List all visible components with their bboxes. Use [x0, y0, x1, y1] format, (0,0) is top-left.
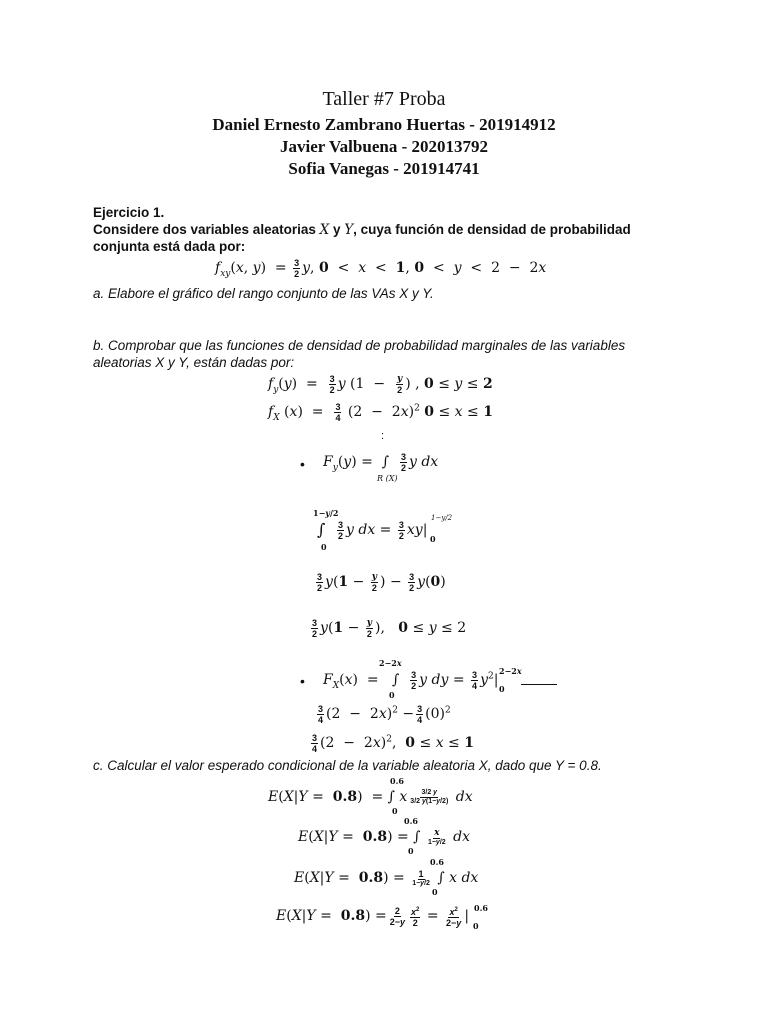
intro-text-a: Considere dos variables aleatorias — [93, 222, 320, 237]
part-a-text: a. Elabore el gráfico del rango conjunto de las VAs X y Y. — [93, 286, 434, 301]
fy-step-1: $F_y(y)$ = ∫ $\frac{3}{2}$ y dx R (X) — [323, 452, 439, 483]
cond-step-2: 0.6 E(X|Y = 0.8) = ∫ $\frac{x}{1-y/2}$ dx 0 — [298, 816, 470, 856]
exercise-intro-line2: conjunta está dada por: — [93, 239, 246, 254]
fx-step-2: $\frac{3}{4}$ $(2 - 2x)^2$ − $\frac{3}{4}$ $(0)^2$ — [318, 704, 451, 725]
exercise-heading: Ejercicio 1. — [93, 205, 165, 220]
part-c-text: c. Calcular el valor esperado condicional de la variable aleatoria X, dado que Y = 0.8. — [93, 758, 602, 773]
cond-step-1: 0.6 E(X|Y = 0.8) = ∫ x $\frac{3/2 y}{3/2 y(1-y/2)}$ dx 0 — [268, 776, 473, 816]
part-b-line1: b. Comprobar que las funciones de densidad de probabilidad marginales de las variables — [93, 338, 626, 353]
marginal-y-equation: $f_y(y)$ = $\frac{3}{2}$ y (1 − $\frac{y}{2}$ ) , 0 ≤ y ≤ 2 — [268, 374, 493, 395]
var-x: X — [319, 222, 330, 238]
var-y: Y — [344, 222, 354, 238]
exercise-intro-line1 — [93, 221, 631, 239]
author-2: Javier Valbuena - 202013792 — [280, 137, 488, 156]
fy-step-3: $\frac{3}{2}$ y(1 − $\frac{y}{2}$ ) − $\frac{3}{2}$ y(0) — [317, 572, 446, 593]
author-1: Daniel Ernesto Zambrano Huertas - 201914912 — [212, 115, 556, 134]
cond-step-3: 0.6 E(X|Y = 0.8) = $\frac{1}{1-y/2}$ ∫ x dx 0 — [294, 857, 479, 897]
page-title: Taller #7 Proba — [322, 88, 446, 110]
bullet-1: • — [300, 456, 305, 472]
joint-pdf-equation: $f_{xy}(x$, y) = $\frac{3}{2}$ y, 0 < x < 1, 0 < y < 2 − 2x — [215, 258, 547, 279]
bullet-2: • — [300, 673, 305, 689]
intro-text-c: , cuya función de densidad de probabilidad — [353, 222, 631, 237]
marginal-x-equation: $f_X$ (x) = $\frac{3}{4}$ $(2 - 2x)^2$ 0 ≤ x ≤ 1 — [268, 402, 493, 423]
fx-step-3: $\frac{3}{4}$ $(2 - 2x)^2$, 0 ≤ x ≤ 1 — [312, 733, 474, 754]
cond-step-4: E(X|Y = 0.8) = $\frac{2}{2-y}$ $\frac{x^2}{2}$ = $\frac{x^2}{2-y}$ | 0.6 0 — [276, 903, 488, 931]
author-3: Sofia Vanegas - 201914741 — [288, 159, 480, 178]
fy-step-4: $\frac{3}{2}$ y(1 − $\frac{y}{2}$ ), 0 ≤ y ≤ 2 — [312, 618, 467, 639]
colon-mark: : — [381, 430, 385, 442]
intro-text-b: y — [329, 222, 345, 237]
part-b-line2: aleatorias X y Y, están dadas por: — [93, 355, 295, 370]
